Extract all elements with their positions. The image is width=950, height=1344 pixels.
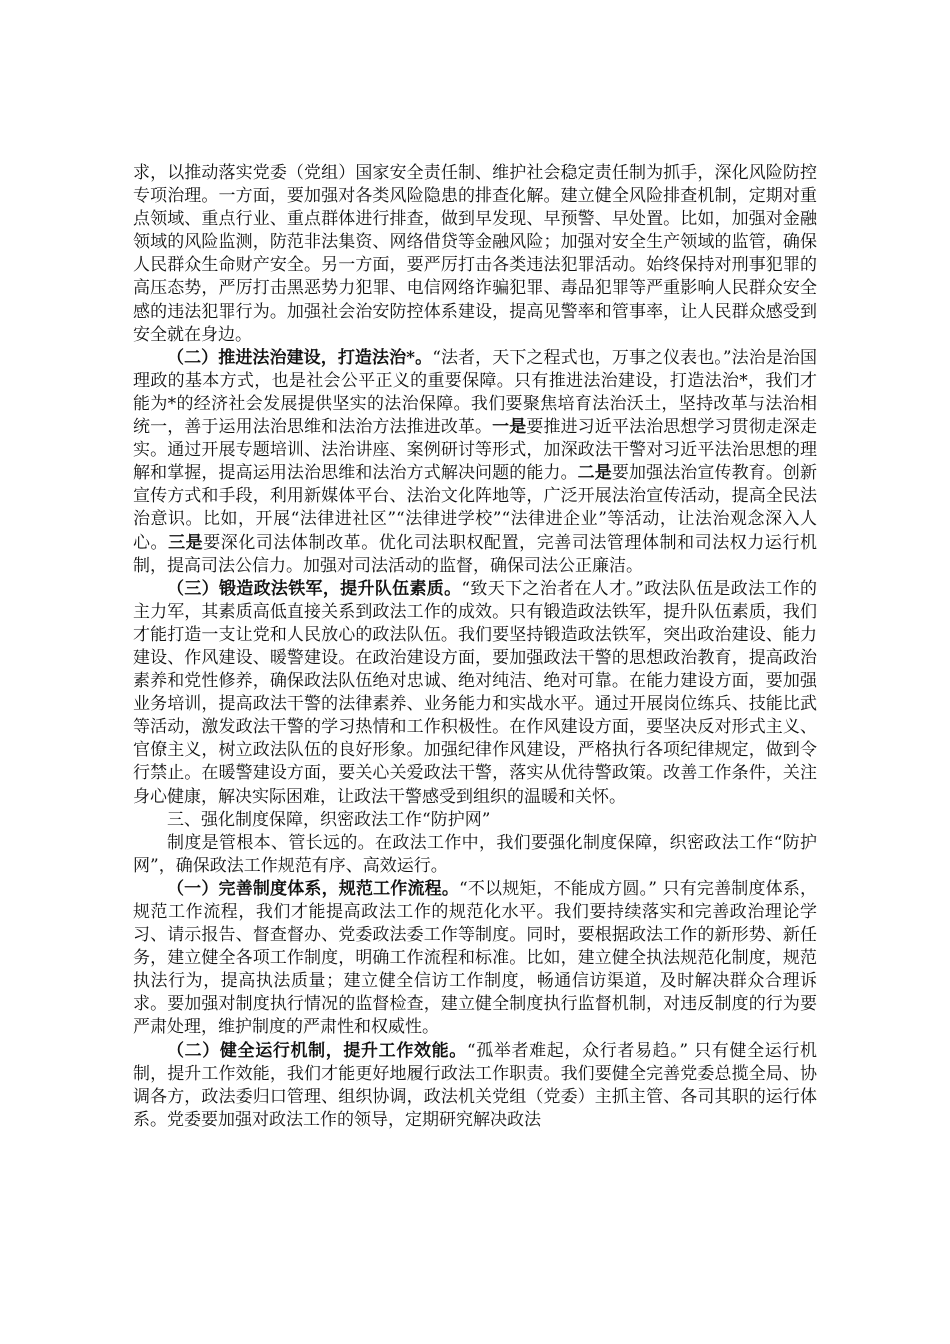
section-heading-rule-of-law: （二）推进法治建设，打造法治*。 <box>167 347 433 368</box>
paragraph-text: 要深化司法体制改革。优化司法职权配置，完善司法管理体制和司法权力运行机制，提高司法公信力。加强对司法活动的监督，确保司法公正廉洁。 <box>133 532 818 576</box>
section-heading-operating-mechanism: （二）健全运行机制，提升工作效能。 <box>167 1040 467 1061</box>
paragraph-text: “致天下之治者在人才。”政法队伍是政法工作的主力军，其素质高低直接关系到政法工作的成效。只有锻造政法铁军，提升队伍素质，我们才能打造一支让党和人民放心的政法队伍。我们要坚持锻造政法铁军，突出政治建设、能力建设、作风建设、暖警建设。在政治建设方面，要加强政法干警的思想政治教育，提高政治素养和党性修养，确保政法队伍绝对忠诚、绝对纯洁、绝对可靠。在能力建设方面，要加强业务培训，提高政法干警的法律素养、业务能力和实战水平。通过开展岗位练兵、技能比武等活动，激发政法干警的学习热情和工作积极性。在作风建设方面，要坚决反对形式主义、官僚主义，树立政法队伍的良好形象。加强纪律作风建设，严格执行各项纪律规定，做到令行禁止。在暖警建设方面，要关心关爱政法干警，落实从优待警政策。改善工作条件，关注身心健康，解决实际困难，让政法干警感受到组织的温暖和关怀。 <box>133 578 817 807</box>
paragraph-team-building <box>133 578 817 809</box>
chapter-heading-institutional-guarantee: 三、强化制度保障，织密政法工作“防护网” <box>167 809 491 830</box>
section-heading-team-building: （三）锻造政法铁军，提升队伍素质。 <box>167 578 462 599</box>
ordinal-third: 三是 <box>168 532 204 553</box>
paragraph-text: 要加强法治宣传教育。创新宣传方式和手段，利用新媒体平台、法治文化阵地等，广泛开展法治宣传活动，提高全民法治意识。比如，开展“法律进社区”“法律进学校”“法律进企业”等活动，让法治观念深入人心。 <box>133 463 818 553</box>
paragraph-text: “孤举者难起，众行者易趋。” 只有健全运行机制，提升工作效能，我们才能更好地履行政法工作职责。我们要健全完善党委总揽全局、协调各方，政法委归口管理、组织协调，政法机关党组（党委）主抓主管、各司其职的运行体系。党委要加强对政法工作的领导，定期研究解决政法 <box>133 1040 817 1130</box>
paragraph-text: “法者，天下之程式也，万事之仪表也。”法治是治国理政的基本方式，也是社会公平正义的重要保障。只有推进法治建设，打造法治*，我们才能为*的经济社会发展提供坚实的法治保障。我们要聚焦培育法治沃土，坚持改革与法治相统一，善于运用法治思维和法治方法推进改革。 <box>133 347 817 438</box>
ordinal-first: 一是 <box>492 417 527 438</box>
ordinal-second: 二是 <box>577 463 612 484</box>
paragraph-operating-mechanism <box>133 1040 817 1132</box>
document-page <box>133 162 817 1132</box>
paragraph-risk-prevention: 求，以推动落实党委（党组）国家安全责任制、维护社会稳定责任制为抓手，深化风险防控专项治理。一方面，要加强对各类风险隐患的排查化解。建立健全风险排查机制，定期对重点领域、重点行业、重点群体进行排查，做到早发现、早预警、早处置。比如，加强对金融领域的风险监测，防范非法集资、网络借贷等金融风险；加强对安全生产领域的监管，确保人民群众生命财产安全。另一方面，要严厉打击各类违法犯罪活动。始终保持对刑事犯罪的高压态势，严厉打击黑恶势力犯罪、电信网络诈骗犯罪、毒品犯罪等严重影响人民群众安全感的违法犯罪行为。加强社会治安防控体系建设，提高见警率和管事率，让人民群众感受到安全就在身边。 <box>133 163 817 345</box>
paragraph-text: “不以规矩，不能成方圆。” 只有完善制度体系，规范工作流程，我们才能提高政法工作的规范化水平。我们要持续落实和完善政治理论学习、请示报告、督查督办、党委政法委工作等制度。同时，要根据政法工作的新形势、新任务，建立健全各项工作制度，明确工作流程和标准。比如，建立健全执法规范化制度，规范执法行为，提高执法质量；建立健全信访工作制度，畅通信访渠道，及时解决群众合理诉求。要加强对制度执行情况的监督检查，建立健全制度执行监督机制，对违反制度的行为要严肃处理，维护制度的严肃性和权威性。 <box>133 878 817 1038</box>
section-heading-system-improvement: （一）完善制度体系，规范工作流程。 <box>167 878 459 899</box>
paragraph-text: 要推进习近平法治思想学习贯彻走深走实。通过开展专题培训、法治讲座、案例研讨等形式，加深政法干警对习近平法治思想的理解和掌握，提高运用法治思维和法治方式解决问题的能力。 <box>133 417 818 484</box>
paragraph-rule-of-law <box>133 347 817 578</box>
paragraph-system-improvement <box>133 878 817 1040</box>
paragraph-institutional-intro: 制度是管根本、管长远的。在政法工作中，我们要强化制度保障，织密政法工作“防护网”，确保政法工作规范有序、高效运行。 <box>133 832 817 876</box>
